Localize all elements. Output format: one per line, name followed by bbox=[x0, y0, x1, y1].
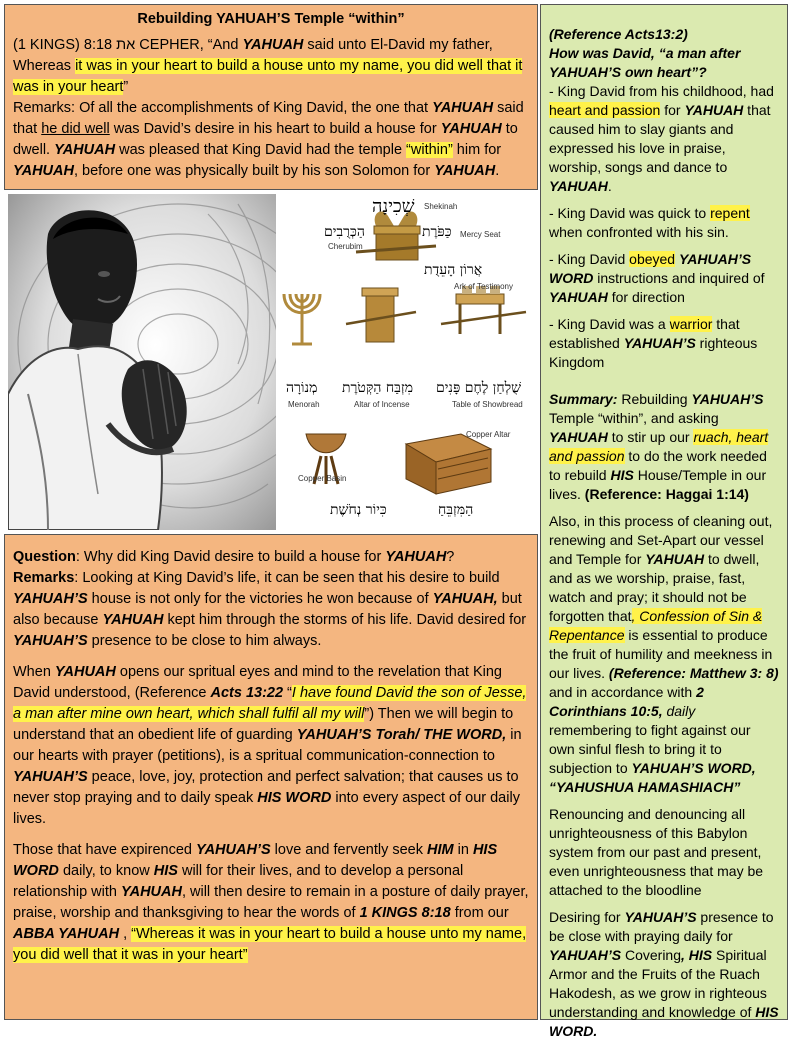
copper-altar-drawing bbox=[406, 434, 491, 494]
caption-ark-of-testimony: Ark of Testimony bbox=[454, 282, 513, 291]
hebrew-label-kaporet: כַּפֹּרֶת bbox=[422, 224, 452, 240]
bullet-heart: - King David from his childhood, had heart and passion for YAHUAH that caused him to slay giants and expressed his love in praise, worship, songs and dance to YAHUAH. bbox=[549, 83, 774, 194]
highlight: it was in your heart to build a house unto my name, you did well that it was in your heart bbox=[13, 58, 523, 95]
hebrew-word: את bbox=[116, 37, 136, 53]
highlight: ruach, heart and passion bbox=[549, 429, 769, 464]
bullet-repent: - King David was quick to repent when confronted with his sin. bbox=[549, 205, 750, 240]
page-title: Rebuilding YAHUAH’S Temple “within” bbox=[137, 11, 405, 27]
highlight: “within” bbox=[406, 142, 453, 158]
highlight: warrior bbox=[669, 316, 713, 332]
caption-shekinah: Shekinah bbox=[424, 202, 458, 211]
hebrew-label-showbread: שֻׁלְחַן לֶחֶם פָּנִים bbox=[436, 380, 522, 396]
hebrew-label-menorah: מְנוֹרָה bbox=[286, 380, 318, 396]
remarks-paragraph: Remarks: Of all the accomplishments of King David, the one that YAHUAH said that he did well was David’s desire in his heart to build a house for YAHUAH to dwell. YAHUAH was pleased that King David had the temple “within” him for YAHUAH, before one was physically built by his son Solomon for YAHUAH. bbox=[13, 100, 524, 179]
hebrew-label-aron: אֲרוֹן הָעֵדֻת bbox=[424, 262, 483, 278]
hebrew-label-kiyor: כִּיוֹר נְחֹשֶׁת bbox=[330, 502, 387, 518]
those-paragraph: Those that have expirenced YAHUAH’S love and fervently seek HIM in HIS WORD daily, to know HIS will for their lives, and to develop a personal relationship with YAHUAH, will then desire to remain in a posture of daily prayer, praise, worship and thanksgiving to hear the words of 1 KINGS 8:18 from our ABBA YAHUAH , “Whereas it was in your heart to build a house unto my name, you did well that it was in your heart” bbox=[13, 842, 529, 963]
when-paragraph: When YAHUAH opens our spritual eyes and mind to the revelation that King David understood, (Reference Acts 13:22 “I have found David the son of Jesse, a man after mine own heart, which shall fulfil all my will”) Then we will begin to understand that an obedient life of guarding YAHUAH’S Torah/ THE WORD, in our hearts with prayer (petitions), is a spritual communication-connection to YAHUAH’S peace, love, joy, protection and perfect salvation; that causes us to never stop praying and to daily speak HIS WORD into every aspect of our daily lives. bbox=[13, 664, 527, 827]
highlight: “Whereas it was in your heart to build a house unto my name, you did well that it was in your heart” bbox=[13, 926, 527, 963]
caption-menorah: Menorah bbox=[288, 400, 320, 409]
also-paragraph: Also, in this process of cleaning out, renewing and Set-Apart our vessel and Temple for YAHUAH to dwell, and as we worship, praise, fast, watch and pray; it should not be forgotten that, Confession of Sin & Repentance is essential to produce the fruit of humility and meekness in our lives. (Reference: Matthew 3: 8) and in accordance with 2 Corinthians 10:5, daily remembering to fight against our own sinful flesh to bring it to subjection to YAHUAH’S WORD, “YAHUSHUA HAMASHIACH” bbox=[549, 513, 779, 795]
caption-cherubim: Cherubim bbox=[328, 242, 363, 251]
caption-copper-basin: Copper Basin bbox=[298, 474, 347, 483]
highlight: repent bbox=[710, 205, 750, 221]
hebrew-label-cherubim: הַכְּרֻבִים bbox=[324, 224, 365, 240]
hebrew-label-mizbeach: הַמִּזְבֵּחַ bbox=[438, 502, 474, 518]
caption-table-of-showbread: Table of Showbread bbox=[452, 400, 523, 409]
side-question: How was David, “a man after YAHUAH’S own heart”? bbox=[549, 45, 741, 80]
desiring-paragraph: Desiring for YAHUAH’S presence to be close with praying daily for YAHUAH’S Covering, HIS Spiritual Armor and the Fruits of the Ruach Hakodesh, as we grow in righteous understanding and knowledge of HIS WORD. bbox=[549, 909, 779, 1039]
side-panel bbox=[540, 4, 788, 1039]
image-panel bbox=[4, 190, 538, 530]
top-panel bbox=[4, 4, 538, 190]
question-paragraph: Question: Why did King David desire to build a house for YAHUAH? Remarks: Looking at King David’s life, it can be seen that his desire to build YAHUAH’S house is not only for the victories he won because of YAHUAH, but also because YAHUAH kept him through the storms of his life. David desired for YAHUAH’S presence to be close to him always. bbox=[13, 549, 527, 649]
summary-paragraph: Summary: Rebuilding YAHUAH’S Temple “within”, and asking YAHUAH to stir up our ruach, heart and passion to do the work needed to rebuild HIS House/Temple in our lives. (Reference: Haggai 1:14) bbox=[549, 391, 769, 502]
highlight: obeyed bbox=[629, 251, 676, 267]
scripture-paragraph: (1 KINGS) 8:18 את CEPHER, “And YAHUAH said unto El-David my father, Whereas it was in your heart to build a house unto my name, you did well that it was in your heart” bbox=[13, 37, 523, 95]
highlight: I have found David the son of Jesse, a man after mine own heart, which shall fulfil all my will bbox=[13, 685, 527, 722]
bullet-warrior: - King David was a warrior that established YAHUAH’S righteous Kingdom bbox=[549, 316, 758, 370]
renouncing-paragraph: Renouncing and denouncing all unrighteousness of this Babylon system from our past and present, even unrighteousness that may be attached to the bloodline bbox=[549, 806, 764, 898]
hebrew-label-shekinah: שְׁכִינָה bbox=[372, 196, 415, 217]
bullet-obeyed: - King David obeyed YAHUAH’S WORD instructions and inquired of YAHUAH for direction bbox=[549, 251, 765, 305]
praying-man-illustration bbox=[8, 194, 276, 530]
hebrew-label-altar-incense: מִזְבַּח הַקְּטֹרֶת bbox=[342, 380, 414, 396]
bottom-panel bbox=[4, 534, 538, 1020]
highlight: heart and passion bbox=[549, 102, 661, 118]
side-reference: (Reference Acts13:2) bbox=[549, 26, 688, 42]
caption-mercy-seat: Mercy Seat bbox=[460, 230, 501, 239]
caption-copper-altar: Copper Altar bbox=[466, 430, 511, 439]
caption-altar-of-incense: Altar of Incense bbox=[354, 400, 410, 409]
highlight: , Confession of Sin & Repentance bbox=[549, 608, 763, 643]
